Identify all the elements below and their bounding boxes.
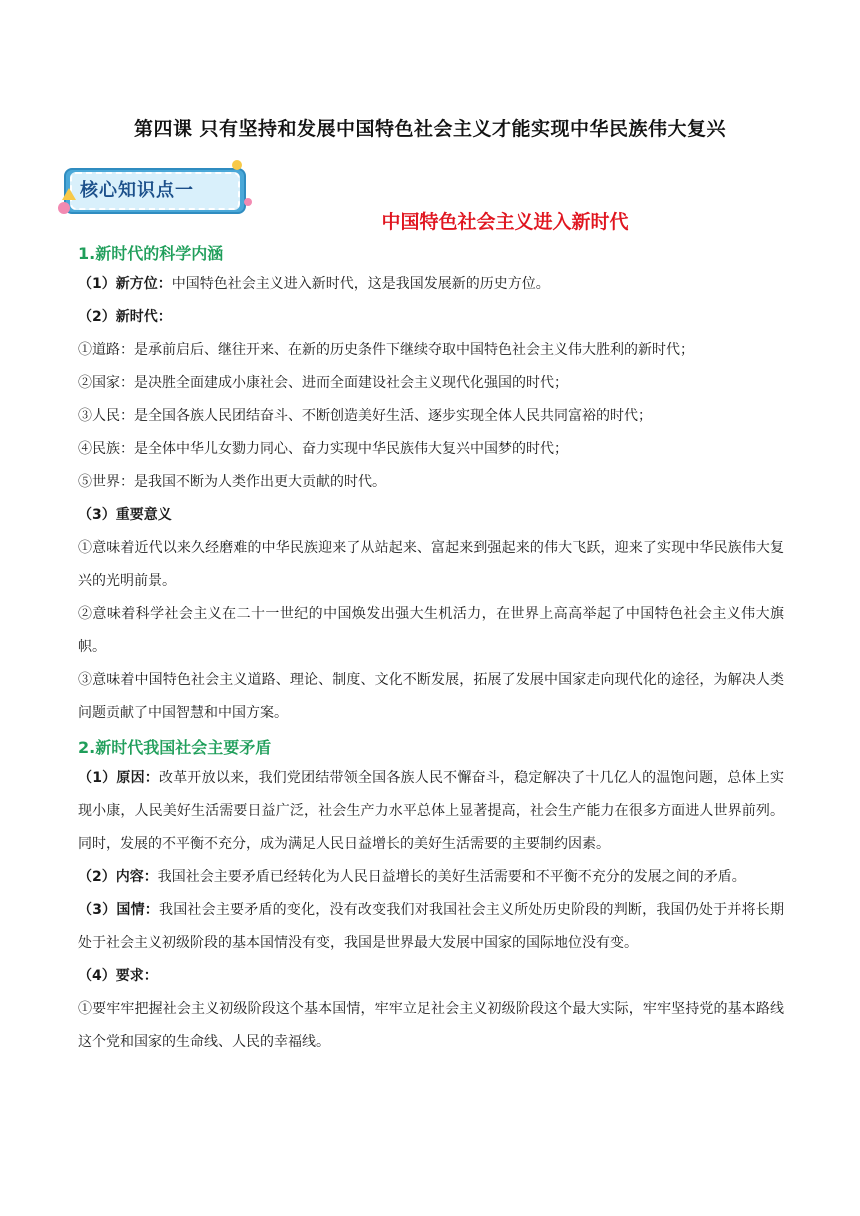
paragraph-lead: （1）原因： xyxy=(78,770,159,786)
section-heading: 1.新时代的科学内涵 xyxy=(78,244,224,263)
paragraph-lead: （4）要求： xyxy=(78,968,158,984)
decor-dot-icon xyxy=(244,198,252,206)
paragraph-text: ①要牢牢把握社会主义初级阶段这个基本国情，牢牢立足社会主义初级阶段这个最大实际，牢牢坚持党的基本路线这个党和国家的生命线、人民的幸福线。 xyxy=(78,1001,784,1050)
paragraph xyxy=(78,664,784,730)
paragraph-text: 改革开放以来，我们党团结带领全国各族人民不懈奋斗，稳定解决了十几亿人的温饱问题，总体上实现小康，人民美好生活需要日益广泛，社会生产力水平总体上显著提高，社会生产能力在很多方面进人世界前列。同时，发展的不平衡不充分，成为满足人民日益增长的美好生活需要的主要制约因素。 xyxy=(78,770,784,852)
paragraph-lead: （3）国情： xyxy=(78,902,159,918)
paragraph xyxy=(78,762,784,861)
document-body xyxy=(78,238,784,1059)
paragraph-lead: （3）重要意义 xyxy=(78,507,172,523)
paragraph-text: 我国社会主要矛盾的变化，没有改变我们对我国社会主义所处历史阶段的判断，我国仍处于并将长期处于社会主义初级阶段的基本国情没有变，我国是世界最大发展中国家的国际地位没有变。 xyxy=(78,902,784,951)
paragraph-text: ③意味着中国特色社会主义道路、理论、制度、文化不断发展，拓展了发展中国家走向现代化的途径，为解决人类问题贡献了中国智慧和中国方案。 xyxy=(78,672,784,721)
paragraph-lead: （2）内容： xyxy=(78,869,158,885)
paragraph xyxy=(78,499,784,532)
paragraph xyxy=(78,960,784,993)
paragraph-text: ②国家：是决胜全面建成小康社会、进而全面建设社会主义现代化强国的时代； xyxy=(78,375,568,391)
paragraph xyxy=(78,301,784,334)
paragraph xyxy=(78,367,784,400)
paragraph xyxy=(78,334,784,367)
paragraph xyxy=(78,894,784,960)
paragraph-text: 中国特色社会主义进入新时代，这是我国发展新的历史方位。 xyxy=(171,276,550,292)
badge-label: 核心知识点一 xyxy=(80,180,194,201)
paragraph-lead: （2）新时代： xyxy=(78,309,172,325)
paragraph-text: ③人民：是全国各族人民团结奋斗、不断创造美好生活、逐步实现全体人民共同富裕的时代； xyxy=(78,408,652,424)
paragraph-text: ②意味着科学社会主义在二十一世纪的中国焕发出强大生机活力，在世界上高高举起了中国特色社会主义伟大旗帜。 xyxy=(78,606,784,655)
paragraph-text: ①道路：是承前启后、继往开来、在新的历史条件下继续夺取中国特色社会主义伟大胜利的新时代； xyxy=(78,342,694,358)
paragraph xyxy=(78,532,784,598)
paragraph xyxy=(78,400,784,433)
section-title: 中国特色社会主义进入新时代 xyxy=(381,211,629,233)
paragraph-text: ①意味着近代以来久经磨难的中华民族迎来了从站起来、富起来到强起来的伟大飞跃，迎来了实现中华民族伟大复兴的光明前景。 xyxy=(78,540,784,589)
paragraph xyxy=(78,993,784,1059)
paragraph-text: ⑤世界：是我国不断为人类作出更大贡献的时代。 xyxy=(78,474,386,490)
paragraph-text: 我国社会主要矛盾已经转化为人民日益增长的美好生活需要和不平衡不充分的发展之间的矛盾。 xyxy=(157,869,746,885)
paragraph xyxy=(78,268,784,301)
paragraph xyxy=(78,466,784,499)
paragraph xyxy=(78,861,784,894)
paragraph xyxy=(78,433,784,466)
decor-dot-icon xyxy=(232,160,242,170)
section-heading: 2.新时代我国社会主要矛盾 xyxy=(78,738,272,757)
paragraph-lead: （1）新方位： xyxy=(78,276,172,292)
document-title: 第四课 只有坚持和发展中国特色社会主义才能实现中华民族伟大复兴 xyxy=(133,118,727,140)
paragraph-text: ④民族：是全体中华儿女勠力同心、奋力实现中华民族伟大复兴中国梦的时代； xyxy=(78,441,568,457)
decor-triangle-icon xyxy=(62,188,76,200)
paragraph xyxy=(78,598,784,664)
